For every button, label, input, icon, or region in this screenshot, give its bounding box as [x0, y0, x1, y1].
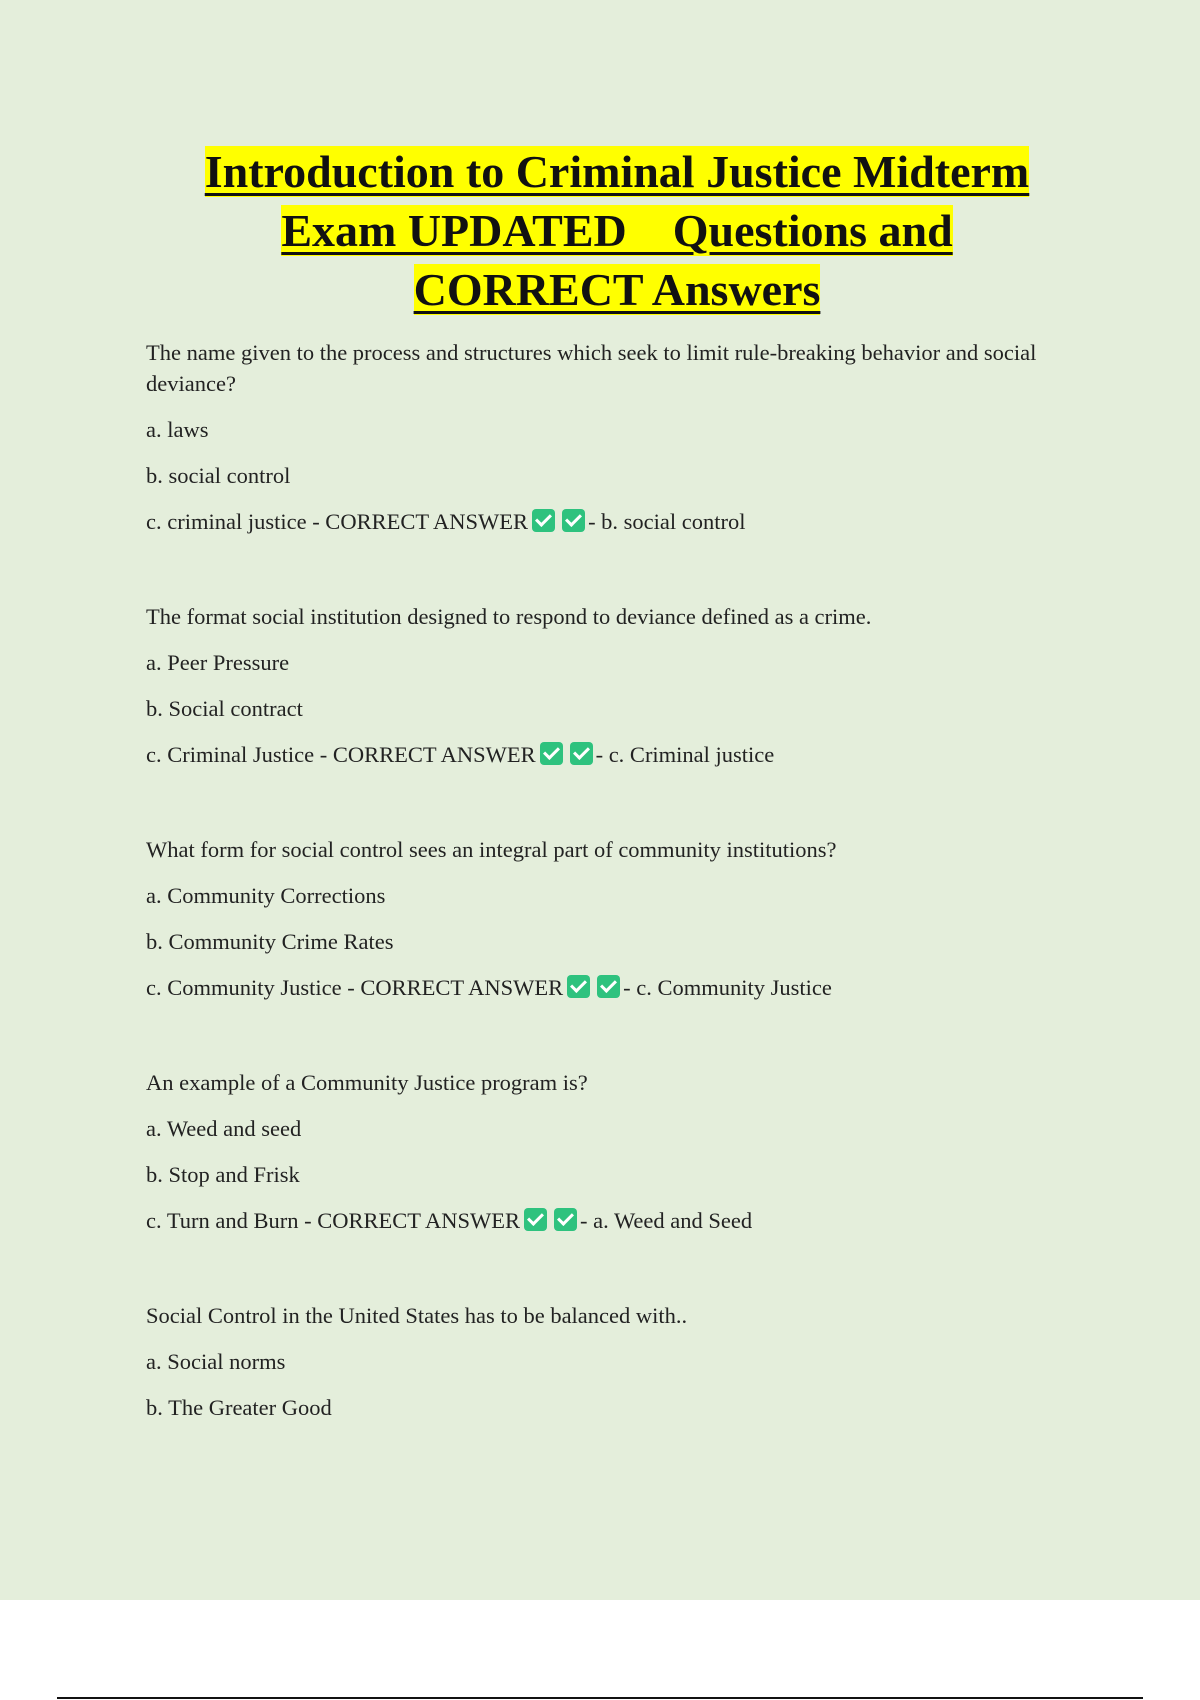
- question-2: [146, 601, 1056, 770]
- title-line-3: CORRECT Answers: [413, 264, 821, 315]
- option-c-with-answer: [146, 506, 1056, 537]
- option-b: b. The Greater Good: [146, 1395, 332, 1420]
- option-c: c. Community Justice - CORRECT ANSWER: [146, 975, 564, 1000]
- option-b: b. Community Crime Rates: [146, 929, 394, 954]
- check-box-icon: [524, 1208, 547, 1231]
- option-c: c. Turn and Burn - CORRECT ANSWER: [146, 1208, 520, 1233]
- option-b: b. Stop and Frisk: [146, 1162, 300, 1187]
- question-1: [146, 337, 1056, 537]
- title-line-1: Introduction to Criminal Justice Midterm: [204, 146, 1030, 197]
- title-line-2: Exam UPDATED Questions and: [281, 205, 953, 256]
- option-c: c. Criminal Justice - CORRECT ANSWER: [146, 742, 536, 767]
- check-box-icon: [540, 742, 563, 765]
- question-text: What form for social control sees an integral part of community institutions?: [146, 837, 837, 862]
- check-box-icon: [562, 509, 585, 532]
- check-box-icon: [597, 975, 620, 998]
- check-box-icon: [554, 1208, 577, 1231]
- correct-answer: - c. Criminal justice: [595, 742, 775, 767]
- question-list: [146, 337, 1056, 1438]
- option-c-with-answer: [146, 739, 1056, 770]
- option-a: a. Weed and seed: [146, 1116, 302, 1141]
- correct-answer: - a. Weed and Seed: [580, 1208, 753, 1233]
- question-text: An example of a Community Justice program is?: [146, 1070, 588, 1095]
- option-c-with-answer: [146, 972, 1056, 1003]
- option-a: a. Social norms: [146, 1349, 286, 1374]
- check-box-icon: [570, 742, 593, 765]
- check-box-icon: [567, 975, 590, 998]
- footer-divider: [57, 1697, 1143, 1699]
- option-c-with-answer: [146, 1205, 1056, 1236]
- check-box-icon: [532, 509, 555, 532]
- question-text: The format social institution designed to respond to deviance defined as a crime.: [146, 604, 872, 629]
- question-text: Social Control in the United States has to be balanced with..: [146, 1303, 688, 1328]
- option-c: c. criminal justice - CORRECT ANSWER: [146, 509, 529, 534]
- question-text: The name given to the process and structures which seek to limit rule-breaking behavior and social deviance?: [146, 340, 1037, 396]
- correct-answer: - c. Community Justice: [623, 975, 832, 1000]
- option-a: a. Community Corrections: [146, 883, 386, 908]
- document-title: [120, 142, 1114, 319]
- option-a: a. Peer Pressure: [146, 650, 290, 675]
- question-3: [146, 834, 1056, 1003]
- option-b: b. social control: [146, 463, 291, 488]
- question-4: [146, 1067, 1056, 1236]
- option-b: b. Social contract: [146, 696, 303, 721]
- correct-answer: - b. social control: [588, 509, 746, 534]
- question-5: [146, 1300, 1056, 1423]
- option-a: a. laws: [146, 417, 209, 442]
